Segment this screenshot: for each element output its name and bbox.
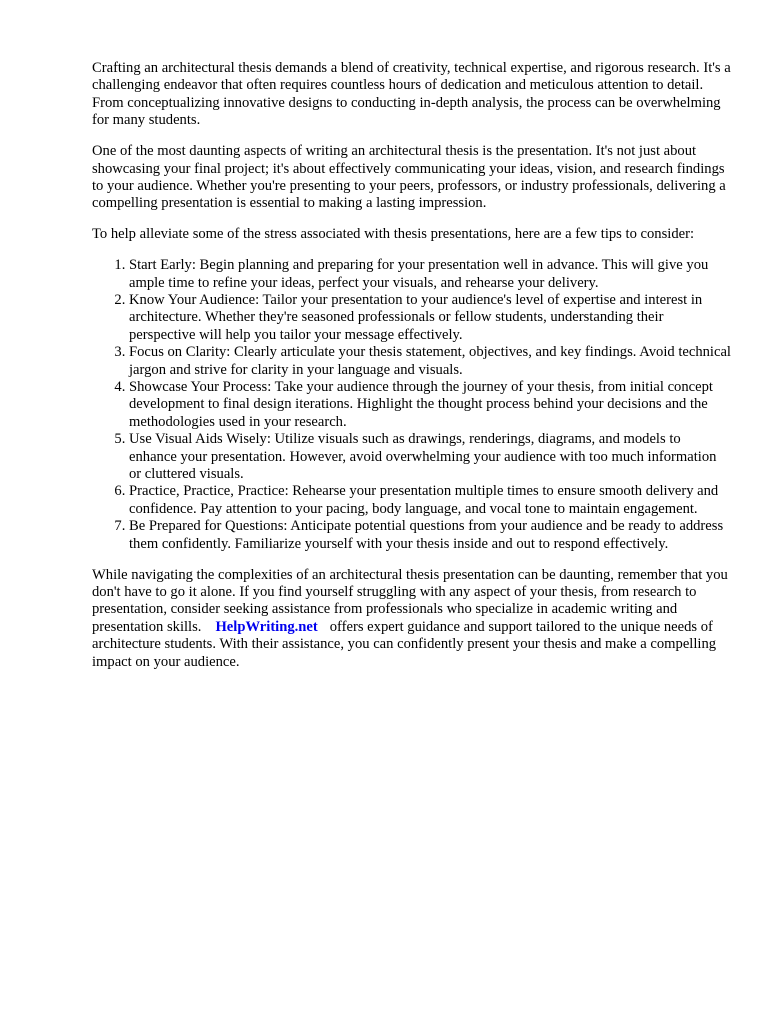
list-item: 7. Be Prepared for Questions: Anticipate potential questions from your audience and be ready to address them confidently. Familiarize yourself with your thesis inside and out to respond effectively.: [129, 518, 732, 553]
list-item: 4. Showcase Your Process: Take your audience through the journey of your thesis, from initial concept development to final design iterations. Highlight the thought process behind your decisions and the methodologies used in your research.: [129, 379, 732, 431]
list-item: 3. Focus on Clarity: Clearly articulate your thesis statement, objectives, and key findings. Avoid technical jargon and strive for clarity in your language and visuals.: [129, 344, 732, 379]
tips-intro-paragraph: To help alleviate some of the stress associated with thesis presentations, here are a few tips to consider:: [92, 226, 695, 243]
list-item: 1. Start Early: Begin planning and preparing for your presentation well in advance. This will give you ample time to refine your ideas, perfect your visuals, and rehearse your delivery.: [129, 257, 732, 292]
list-item: 5. Use Visual Aids Wisely: Utilize visuals such as drawings, renderings, diagrams, and models to enhance your presentation. However, avoid overwhelming your audience with too much information or cluttered visuals.: [129, 431, 732, 483]
list-item: 6. Practice, Practice, Practice: Rehearse your presentation multiple times to ensure smooth delivery and confidence. Pay attention to your pacing, body language, and vocal tone to maintain engagement.: [129, 483, 732, 518]
closing-text-before-link: While navigating the complexities of an architectural thesis presentation can be daunting, remember that you don't have to go it alone. If you find yourself struggling with any aspect of your thesis, from research to presentation, consider seeking assistance from professionals who specialize in academic writing and presentation skills.: [92, 566, 728, 635]
closing-paragraph: [92, 567, 732, 671]
intro-paragraph: Crafting an architectural thesis demands a blend of creativity, technical expertise, and rigorous research. It's a challenging endeavor that often requires countless hours of dedication and meticulous attention to detail. From conceptualizing innovative designs to conducting in-depth analysis, the process can be overwhelming for many students.: [92, 60, 731, 129]
list-item: 2. Know Your Audience: Tailor your presentation to your audience's level of expertise and interest in architecture. Whether they're seasoned professionals or fellow students, understanding their perspective will help you tailor your message effectively.: [129, 292, 732, 344]
document-body: [92, 60, 732, 685]
helpwriting-link[interactable]: HelpWriting.net: [215, 618, 318, 635]
presentation-paragraph: One of the most daunting aspects of writing an architectural thesis is the presentation. It's not just about showcasing your final project; it's about effectively communicating your ideas, vision, and research findings to your audience. Whether you're presenting to your peers, professors, or industry professionals, delivering a compelling presentation is essential to making a lasting impression.: [92, 143, 726, 212]
closing-text-after-link: offers expert guidance and support tailored to the unique needs of architecture students. With their assistance, you can confidently present your thesis and make a compelling impact on your audience.: [92, 618, 717, 670]
tips-list: [92, 257, 732, 553]
